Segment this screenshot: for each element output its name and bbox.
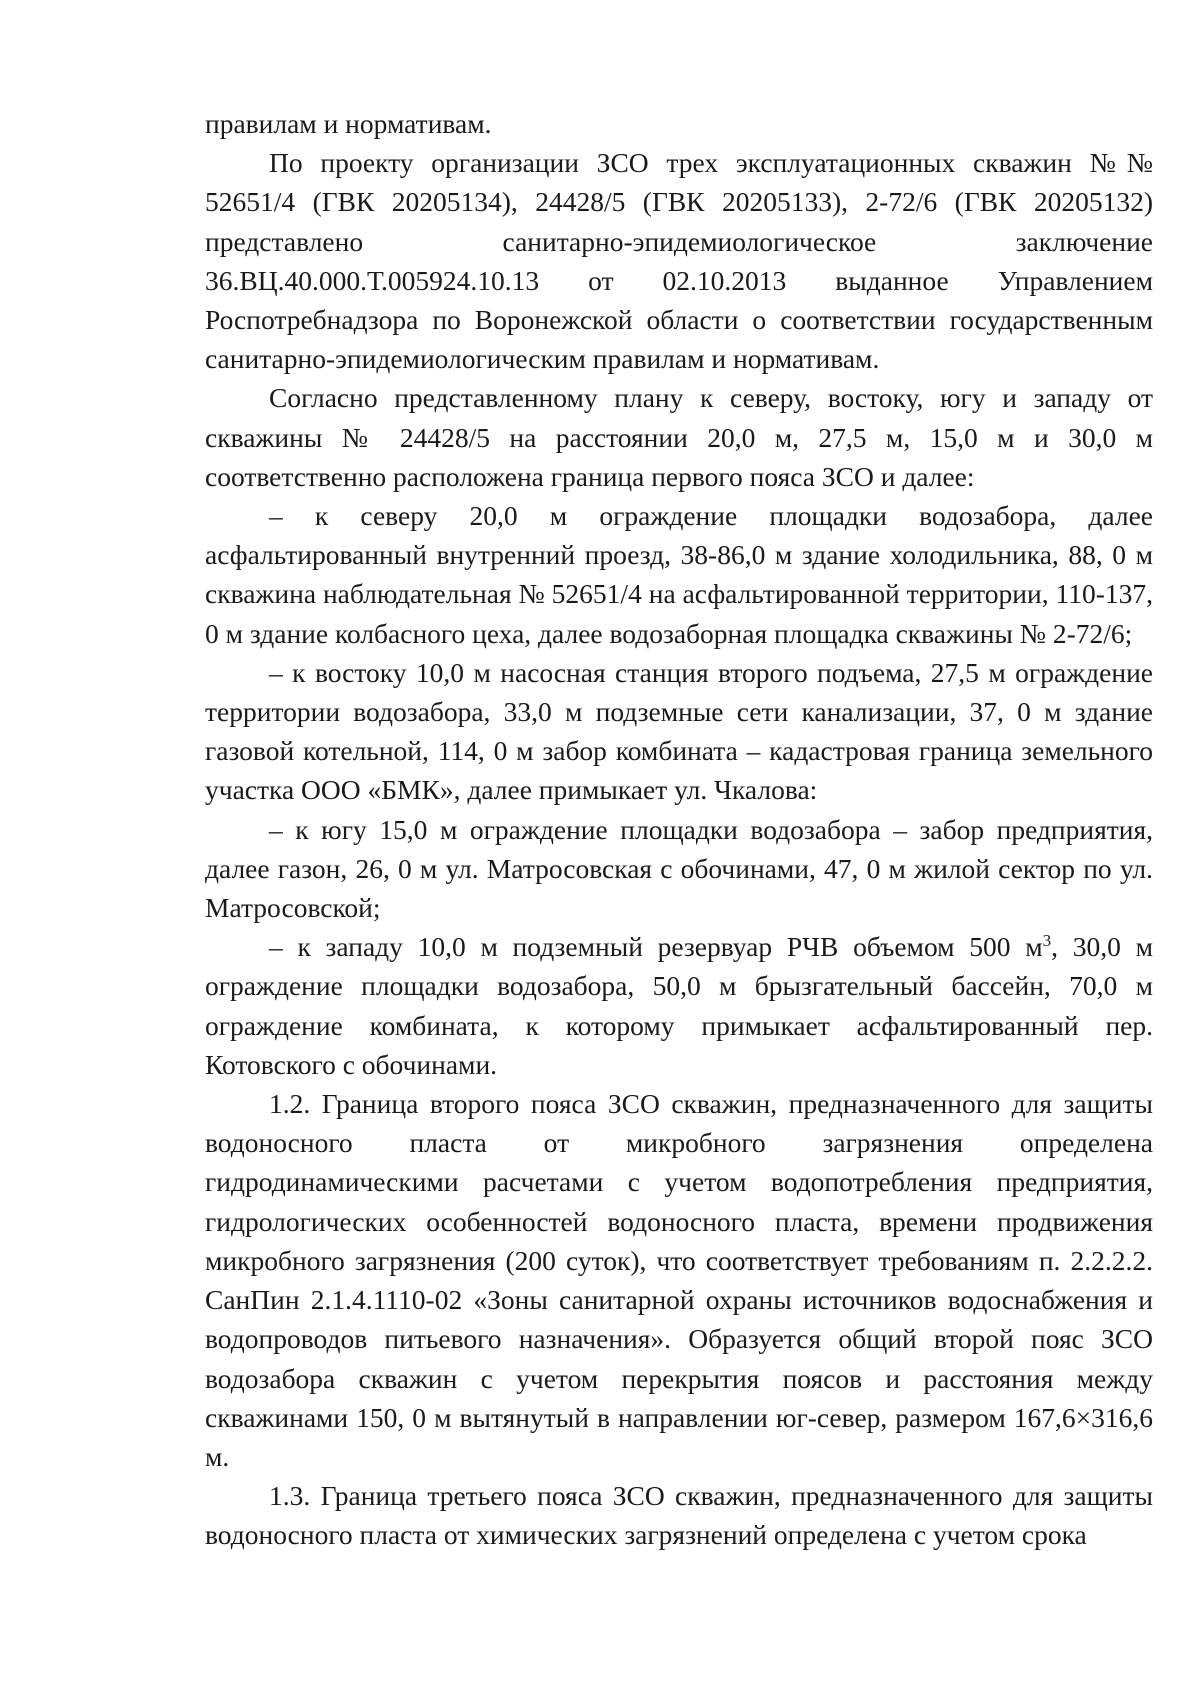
section-1-3: 1.3. Граница третьего пояса ЗСО скважин, предназначенного для защиты водоносного пласта от химических загрязнений определена с учетом срока	[205, 1480, 1153, 1551]
superscript-cubic: 3	[1042, 931, 1052, 951]
paragraph-south: – к югу 15,0 м ограждение площадки водозабора – забор предприятия, далее газон, 26, 0 м ул. Матросовская с обочинами, 47, 0 м жилой сектор по ул. Матросовской;	[205, 813, 1153, 924]
paragraph-west-text-a: – к западу 10,0 м подземный резервуар РЧВ объемом 500 м	[269, 931, 1043, 963]
paragraph-first-belt-boundary: Согласно представленному плану к северу, востоку, югу и западу от скважины № 24428/5 на расстоянии 20,0 м, 27,5 м, 15,0 м и 30,0 м соответственно расположена граница первого пояса ЗСО и далее:	[205, 382, 1153, 492]
paragraph-west-text-b: , 30,0 м ограждение площадки водозабора, 50,0 м брызгательный бассейн, 70,0 м ограждение комбината, к которому примыкает асфальтированный пер. Котовского с обочинами.	[205, 931, 1153, 1080]
paragraph-project-conclusion: По проекту организации ЗСО трех эксплуатационных скважин №№ 52651/4 (ГВК 20205134), 24428/5 (ГВК 20205133), 2-72/6 (ГВК 20205132) представлено санитарно-эпидемиологическое заключение 36.ВЦ.40.000.Т.005924.10.13 от 02.10.2013 выданное Управлением Роспотребнадзора по Воронежской области о соответствии государственным санитарно-эпидемиологическим правилам и нормативам.	[205, 147, 1153, 375]
paragraph-continuation: правилам и нормативам.	[205, 108, 492, 139]
paragraph-east: – к востоку 10,0 м насосная станция второго подъема, 27,5 м ограждение территории водозабора, 33,0 м подземные сети канализации, 37, 0 м здание газовой котельной, 114, 0 м забор комбината – кадастровая граница земельного участка ООО «БМК», далее примыкает ул. Чкалова:	[205, 656, 1153, 806]
document-body	[205, 104, 1153, 1555]
paragraph-west	[205, 927, 1153, 1084]
paragraph-north: – к северу 20,0 м ограждение площадки водозабора, далее асфальтированный внутренний проезд, 38-86,0 м здание холодильника, 88, 0 м скважина наблюдательная № 52651/4 на асфальтированной территории, 110-137, 0 м здание колбасного цеха, далее водозаборная площадка скважины № 2-72/6;	[205, 500, 1153, 649]
section-1-2: 1.2. Граница второго пояса ЗСО скважин, предназначенного для защиты водоносного пласта от микробного загрязнения определена гидродинамическими расчетами с учетом водопотребления предприятия, гидрологических особенностей водоносного пласта, времени продвижения микробного загрязнения (200 суток), что соответствует требованиям п. 2.2.2.2. СанПин 2.1.4.1110-02 «Зоны санитарной охраны источников водоснабжения и водопроводов питьевого назначения». Образуется общий второй пояс ЗСО водозабора скважин с учетом перекрытия поясов и расстояния между скважинами 150, 0 м вытянутый в направлении юг-север, размером 167,6×316,6 м.	[205, 1088, 1153, 1472]
